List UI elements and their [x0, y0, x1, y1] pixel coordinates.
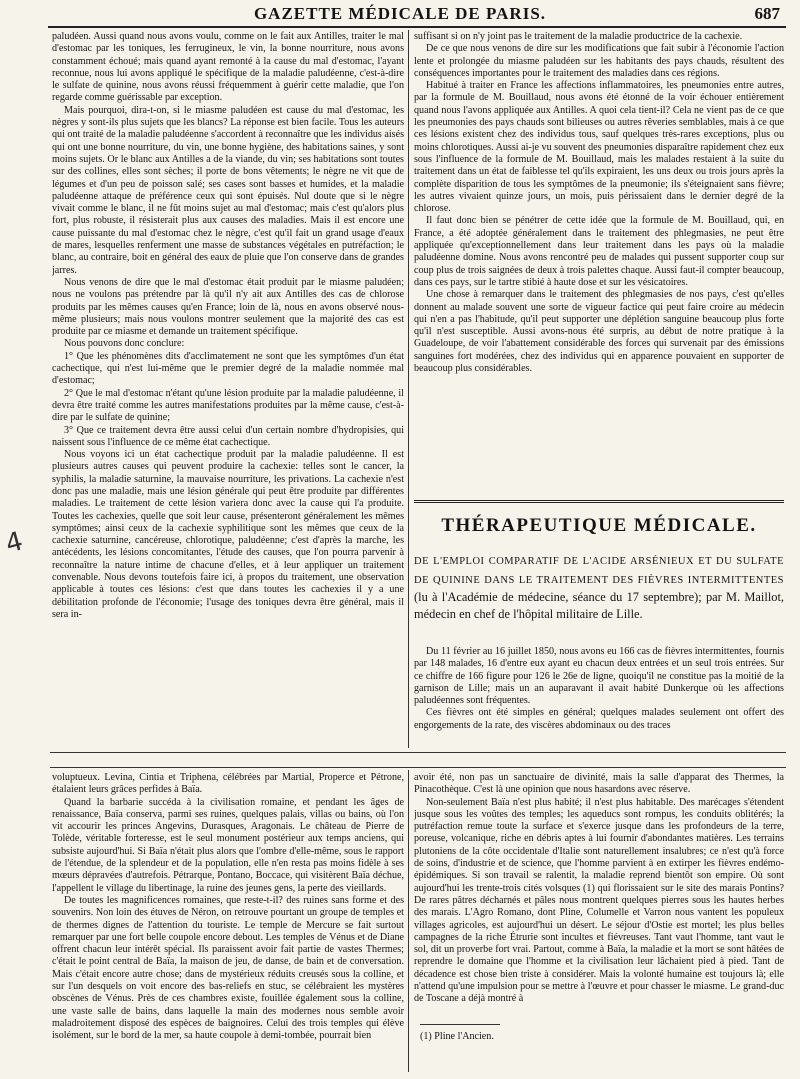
column-divider-bottom	[408, 770, 409, 1072]
footnote: (1) Pline l'Ancien.	[420, 1031, 494, 1042]
handwritten-margin-mark: 4	[2, 526, 27, 560]
paragraph: Quand la barbarie succéda à la civilisation romaine, et pendant les âges de renaissance, Baïa conserva, parmi ses ruines, quelques palais, villas ou bains, où l'on vit accourir les princes Angevins, Durasques, Aragonais. Le château de Pierre de Tolède, véritable forteresse, est le seul monument postérieur aux temps anciens, qui subsiste aujourd'hui. Si Baïa n'était plus alors que l'ombre d'elle-même, sous le rapport de l'étendue, de la splendeur et de la population, elle n'en resta pas moins fidèle à ses mœurs dépravées d'autrefois. Pétrarque, Pontano, Boccace, qui visitèrent Baïa déchue, l'appellent le village du libertinage, la ruine des jeunes gens, la perte des vieillards.	[52, 796, 404, 894]
column-article	[414, 646, 784, 746]
paragraph: Du 11 février au 16 juillet 1850, nous avons eu 166 cas de fièvres intermittentes, fournis par 148 malades, 16 d'entre eux ayant eu chacun deux entrées et un seul trois entrées. Sur ce chiffre de 166 figure pour 126 le 26e de ligne, quoiqu'il ne constitue pas la moitié de la garnison de Lille; mais un an auparavant il avait habité Dunkerque où les affections paludéennes sont fréquentes.	[414, 646, 784, 707]
paragraph: suffisant si on n'y joint pas le traitement de la maladie productrice de la cachexie.	[414, 31, 743, 42]
paragraph: 2° Que le mal d'estomac n'étant qu'une lésion produite par la maladie paludéenne, il devra être traité comme les autres manifestations produites par la même cause, c'est-à-dire par le sulfate de quinine;	[52, 387, 404, 424]
section-rule	[414, 500, 784, 503]
column-top-right	[414, 31, 784, 494]
paragraph: Non-seulement Baïa n'est plus habité; il n'est plus habitable. Des marécages s'étendent jusque sous les voûtes des temples; les aqueducs sont rompus, les conduits oblitérés; la putréfaction remue toute la surface et s'exerce jusque dans les profondeurs de la terre, poreuse, volcanique, riche en débris aptes à lui fournir d'abondantes matières. Les terrains plutoniens de la côte occidentale d'Italie sont naturellement insalubres; ce n'est qu'à force de soins, d'industrie et de science, que l'homme parvient à en extirper les fièvres endémo-épidémiques. Si son travail se ralentit, la maladie reprend bientôt son empire. Où sont aujourd'hui les trente-trois cités volsques (1) qui florissaient sur le site des marais Pontins? De rares pâtres décharnés et pâles nous montrent quelques pierres sous les hautes herbes des marais. L'Agro Romano, dont Pline, Columelle et Varron nous vantent les populeux villages agricoles, est aujourd'hui un désert. Le séjour d'Ostie est mortel; les plus belles campagnes de la riche Étrurie sont incultes et fiévreuses. Tant vaut l'homme, tant vaut le sol, dit un proverbe fort vrai. Partout, comme à Baïa, la maladie et la mort se sont hâtées de reprendre le domaine que l'homme et la civilisation leur lâchaient pied à pied. Tant de décadence est chose bien triste à considérer. Mais la volonté humaine est toujours là; elle n'attend qu'une impulsion pour se mettre à l'œuvre et pour chasser le miasme. Le grand-duc de Toscane a déjà montré à	[414, 796, 784, 1005]
paragraph: avoir été, non pas un sanctuaire de divinité, mais la salle d'apparat des Thermes, la Pinacothèque. C'est là une opinion que nous hasardons avec réserve.	[414, 772, 784, 796]
column-bottom-right	[414, 772, 784, 1016]
paragraph: voluptueux. Levina, Cintia et Triphena, célébrées par Martial, Properce et Pétrone, étalaient leurs grâces perfides à Baïa.	[52, 772, 404, 796]
section-title: THÉRAPEUTIQUE MÉDICALE.	[441, 515, 757, 536]
feuilleton-rule-2	[50, 767, 786, 768]
paragraph: Habitué à traiter en France les affections inflammatoires, les pneumonies entre autres, par la formule de M. Bouillaud, nous avons été étonné de la voir échouer entièrement quand nous l'avons appliquée aux Antilles. A quoi cela tient-il? Cela ne vient pas de ce que les pneumonies des pays chauds sont bilieuses ou autres rêveries semblables, mais à ce que ces lésions existent chez des individus tous, sauf quelques très-rares exceptions, plus ou moins chlorotiques. Aussi ai-je vu souvent des pneumonies disparaître rapidement chez eux sous l'influence de la formule de M. Bouillaud, mais les malades restaient à la suite du traitement dans un état de faiblesse tel qu'ils expiraient, les uns deux ou trois jours après la complète disparition de tous les symptômes de la pneumonie; ils s'éteignaient sans fièvre; les autres vivaient quinze jours, un mois, puis périssaient dans le dernier degré de la chlorose.	[414, 80, 784, 215]
article-heading	[414, 552, 784, 622]
paragraph: Ces fièvres ont été simples en général; quelques malades seulement ont offert des engorgements de la rate, des viscères abdominaux ou des traces	[414, 707, 784, 731]
paragraph: 1° Que les phénomènes dits d'acclimatement ne sont que les symptômes d'un état cachectique, qui n'est lui-même que le premier degré de la maladie nommée mal d'estomac;	[52, 350, 404, 387]
column-top-left	[52, 31, 404, 746]
page-number: 687	[754, 4, 780, 23]
paragraph: Nous pouvons donc conclure:	[64, 338, 185, 350]
article-heading-lead: DE L'EMPLOI COMPARATIF DE L'ACIDE ARSÉNIEUX ET DU SULFATE DE QUININE DANS LE TRAITEMENT DES FIÈVRES INTERMITTENTES	[414, 556, 784, 586]
column-bottom-left	[52, 772, 404, 1072]
paragraph: Une chose à remarquer dans le traitement des phlegmasies de nos pays, c'est qu'elles donnent au malade souvent une sorte de vigueur factice qui peut faire croire au médecin qui n'en a pas l'habitude, qu'il peut supporter une déplétion sanguine beaucoup plus forte qu'il n'est susceptible. Aussi avons-nous été surpris, au début de notre pratique à la Guadeloupe, de voir l'abattement considérable des forces qui survenait par des émissions sanguines fort modérées, chez des individus qui en apparence pouvaient en supporter de beaucoup plus considérables.	[414, 289, 784, 375]
paragraph: De toutes les magnificences romaines, que reste-t-il? des ruines sans forme et des souvenirs. Non loin des étuves de Néron, on retrouve pourtant un groupe de temples et de thermes dignes de l'attention du touriste. Le temple de Mercure se fait surtout remarquer par une fort belle coupole encore debout. Les temples de Vénus et de Diane offrent chacun leur intérêt spécial. Ils paraissent avoir fait partie de vastes Thermes; c'était le point central de Baïa, la maison de jeu, de danse, de bain et de conversation. Mais c'était encore autre chose; dans de mystérieux réduits creusés sous la colline, et sur l'un desquels on voit encore des bas-reliefs en stuc, se célébraient les mystères obscènes de Vénus. Près de ces chambres existe, fouillée également sous la colline, une vaste salle de bains, dans laquelle la main des modernes nous semble avoir maladroitement disposé des espèces de baignoires. Celui des trois temples qui élève isolément, sur le bord de la mer, sa haute coupole à demi-tombée, pourrait bien	[52, 894, 404, 1042]
paragraph: paludéen. Aussi quand nous avons voulu, comme on le fait aux Antilles, traiter le mal d'estomac par les toniques, les ferrugineux, le vin, la bonne nourriture, nous avons constamment échoué; mais quand ayant remonté à la cause du mal d'estomac, l'ayant reconnue, nous lui avons appliqué le spécifique de la maladie paludéenne, c'est-à-dire le sulfate de quinine, nous avons réussi fréquemment à guérir cette maladie, que l'on regarde comme guérissable par exception.	[52, 31, 404, 104]
paragraph: Il faut donc bien se pénétrer de cette idée que la formule de M. Bouillaud, qui, en France, a été adoptée généralement dans le traitement des phlegmasies, ne peut être appliquée qu'exceptionnellement dans leur traitement dans les pays où la maladie paludéenne domine. Nous avons rencontré peu de malades qui pussent supporter coup sur coup plus de trois saignées de deux à trois palettes chaque. Aussi faut-il compter beaucoup, dans ces pays, sur le tartre stibié à haute dose et sur les vésicatoires.	[414, 215, 784, 288]
paragraph: Mais pourquoi, dira-t-on, si le miasme paludéen est cause du mal d'estomac, les nègres y sont-ils plus sujets que les blancs? La réponse est bien facile. Tous les auteurs qui ont traité de la maladie paludéenne s'accordent à reconnaître que les individus aisés qui ont une bonne nourriture, du vin, une bonne hygiène, des habitations saines, y sont moins sujets. Or le blanc aux Antilles a de la viande, du vin; ses habitations sont toutes sur des collines, elles sont sèches; il porte de bons vêtements; le nègre ne vit que de légumes et d'un peu de poisson salé; ses cases sont basses et humides, et la maladie paludéenne attaque de préférence ceux qui sont épuisés. Nul doute que si le nègre vivait comme le blanc, il ne fût moins sujet au mal d'estomac; mais c'est qu'alors plus fort, plus robuste, il résisterait plus aux causes des maladies. Mais il est encore une cause puissante du mal d'estomac chez le nègre, c'est qu'il fait un grand usage d'eaux de mares, lesquelles renferment une masse de substances végétales en putréfaction; le blanc, au contraire, boit en général des eaux de pluie que l'on conserve dans de grandes jarres.	[52, 104, 404, 276]
article-heading-rest: (lu à l'Académie de médecine, séance du 17 septembre); par M. Maillot, médecin en chef de l'hôpital militaire de Lille.	[414, 590, 784, 621]
paragraph: Nous venons de dire que le mal d'estomac était produit par le miasme paludéen; nous ne voulons pas prétendre par là qu'il n'y ait aux Antilles des cas de chlorose produits par les mêmes causes qu'en France; loin de là, nous en avons observé nous-même plusieurs; mais nous voulons montrer seulement que la majorité des cas est produite par ce miasme et demande un traitement spécifique.	[52, 276, 404, 338]
paragraph: De ce que nous venons de dire sur les modifications que fait subir à l'économie l'action lente et prolongée du miasme paludéen sur les habitants des pays chauds, résultent des conséquences importantes pour le traitement des maladies dans ces régions.	[414, 43, 784, 79]
column-divider-top	[408, 30, 409, 748]
paragraph: 3° Que ce traitement devra être aussi celui d'un certain nombre d'hydropisies, qui naissent sous l'influence de ce même état cachectique.	[52, 424, 404, 448]
paragraph: Nous voyons ici un état cachectique produit par la maladie paludéenne. Il est plusieurs autres causes qui peuvent produire la cachexie: telles sont le cancer, la syphilis, la maladie saturnine, la mauvaise nourriture, les privations. La cachexie n'est donc pas une maladie, mais une lésion générale qui peut être produite par différentes maladies. Le traitement de cette lésion variera donc avec la cause qui l'a produite. Toutes les cachexies, quelle que soit leur cause, présenteront généralement les mêmes symptômes; ainsi ceux de la cachexie syphilitique sont les mêmes que ceux de la cachexie saturnine, cancéreuse, chlorotique, paludéenne; c'est d'après la marche, les antécédents, les lésions concomitantes, l'étude des causes, que l'on pourra parvenir à reconnaître la nature intime de chacune d'elles, et à leur appliquer un traitement convenable. Nous devons toutefois faire ici, à propos du traitement, une observation applicable à toutes ces lésions: c'est que dans toutes les cachexies il y a une débilitation profonde de l'économie; l'usage des toniques devra être général, mais il sera in-	[52, 449, 404, 620]
footnote-rule	[420, 1024, 500, 1025]
feuilleton-rule	[50, 752, 786, 753]
header-rule	[48, 26, 786, 28]
masthead-title: GAZETTE MÉDICALE DE PARIS.	[253, 4, 547, 23]
